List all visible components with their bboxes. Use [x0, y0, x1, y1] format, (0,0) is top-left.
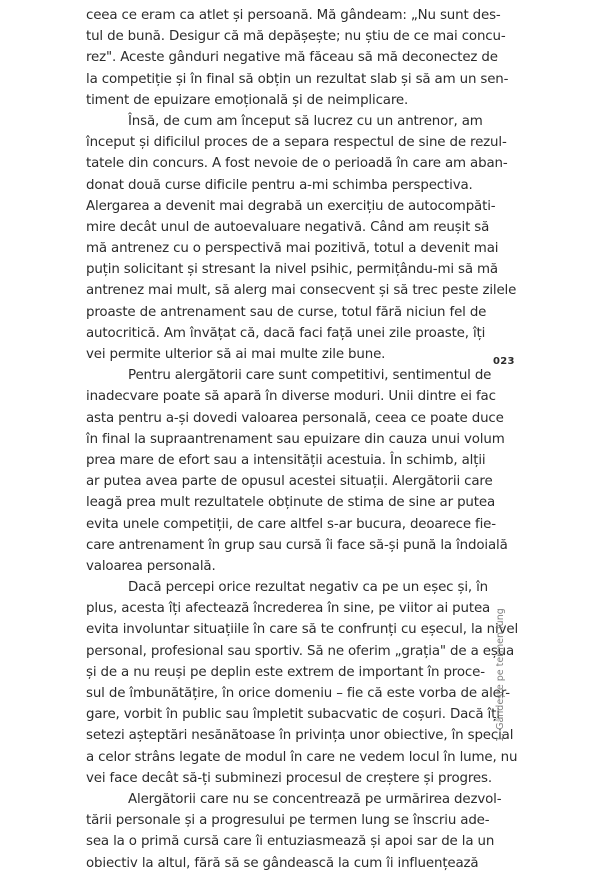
running-head — [495, 608, 506, 742]
text-line: valoarea personală. — [86, 558, 216, 574]
text-line: rez". Aceste gânduri negative mă făceau să mă deconectez de — [86, 50, 498, 66]
text-line: Alergarea a devenit mai degrabă un exercițiu de autocompăti- — [86, 198, 496, 214]
text-line: ar putea avea parte de opusul acestei situații. Alergătorii care — [86, 474, 493, 490]
text-line: vei face decât să-ți subminezi procesul de creștere și progres. — [86, 770, 492, 786]
text-line: puțin solicitant și stresant la nivel psihic, permițându-mi să mă — [86, 262, 498, 278]
text-line: mă antrenez cu o perspectivă mai pozitivă, totul a devenit mai — [86, 241, 499, 257]
text-line: evita unele competiții, de care altfel s-ar bucura, deoarece fie- — [86, 516, 496, 532]
text-line: donat două curse dificile pentru a-mi schimba perspectiva. — [86, 177, 473, 193]
text-line: inadecvare poate să apară în diverse moduri. Unii dintre ei fac — [86, 389, 496, 405]
text-line: personal, profesional sau sportiv. Să ne oferim „grația" de a eșua — [86, 643, 515, 659]
running-head-label: 1. Gândește pe termen lung — [495, 608, 506, 742]
text-line: plus, acesta îți afectează încrederea în sine, pe viitor ai putea — [86, 601, 491, 617]
text-line: tării personale și a progresului pe termen lung se înscriu ade- — [86, 813, 490, 829]
text-line: tul de bună. Desigur că mă depășește; nu știu de ce mai concu- — [86, 29, 506, 45]
text-line: proaste de antrenament sau de curse, totul fără niciun fel de — [86, 304, 487, 320]
text-line: sul de îmbunătățire, în orice domeniu – fie că este vorba de aler- — [86, 686, 510, 701]
text-line: și de a nu reuși pe deplin este extrem de important în proce- — [86, 664, 485, 680]
text-line: asta pentru a-și dovedi valoarea personală, ceea ce poate duce — [86, 410, 504, 426]
text-line: sea la o primă cursă care îi entuziasmează și apoi sar de la un — [86, 834, 495, 850]
text-line: Dacă percepi orice rezultat negativ ca pe un eșec și, în — [128, 580, 489, 596]
text-line: tatele din concurs. A fost nevoie de o perioadă în care am aban- — [86, 156, 508, 172]
text-line: obiectiv la altul, fără să se gândească la cum îi influențează — [86, 855, 479, 871]
text-line: vei permite ulterior să ai mai multe zile bune. — [86, 347, 386, 362]
text-line: timent de epuizare emoțională și de neimplicare. — [86, 92, 409, 108]
text-line: gare, vorbit în public sau împletit subacvatic de coșuri. Dacă îți — [86, 707, 500, 723]
page-number: 023 — [493, 356, 515, 367]
text-line: autocritică. Am învățat că, dacă faci față unei zile proaste, îți — [86, 325, 486, 341]
text-line: Pentru alergătorii care sunt competitivi, sentimentul de — [128, 368, 492, 384]
text-line: Însă, de cum am început să lucrez cu un antrenor, am — [128, 113, 483, 129]
text-line: în final la supraantrenament sau epuizare din cauza unui volum — [86, 431, 505, 447]
text-line: setezi așteptări nesănătoase în privința unor obiective, în special — [86, 728, 514, 744]
text-line: care antrenament în grup sau cursă îi face să-și pună la îndoială — [86, 537, 508, 553]
text-line: leagă prea mult rezultatele obținute de stima de sine ar putea — [86, 495, 495, 511]
text-line: Alergătorii care nu se concentrează pe urmărirea dezvol- — [128, 791, 502, 807]
text-line: antrenez mai mult, să alerg mai consecvent și să trec peste zilele — [86, 283, 517, 299]
text-line: mire decât unul de autoevaluare negativă. Când am reușit să — [86, 219, 490, 235]
text-line: ceea ce eram ca atlet și persoană. Mă gândeam: „Nu sunt des- — [86, 8, 501, 23]
text-line: la competiție și în final să obțin un rezultat slab și să am un sen- — [86, 71, 509, 87]
text-line: prea mare de efort sau a intensității acestuia. În schimb, alții — [86, 452, 486, 468]
text-line: a celor strâns legate de modul în care ne vedem locul în lume, nu — [86, 749, 518, 765]
text-line: început și dificilul proces de a separa respectul de sine de rezul- — [86, 135, 507, 151]
text-line: evita involuntar situațiile în care să te confrunți cu eșecul, la nivel — [86, 622, 519, 638]
